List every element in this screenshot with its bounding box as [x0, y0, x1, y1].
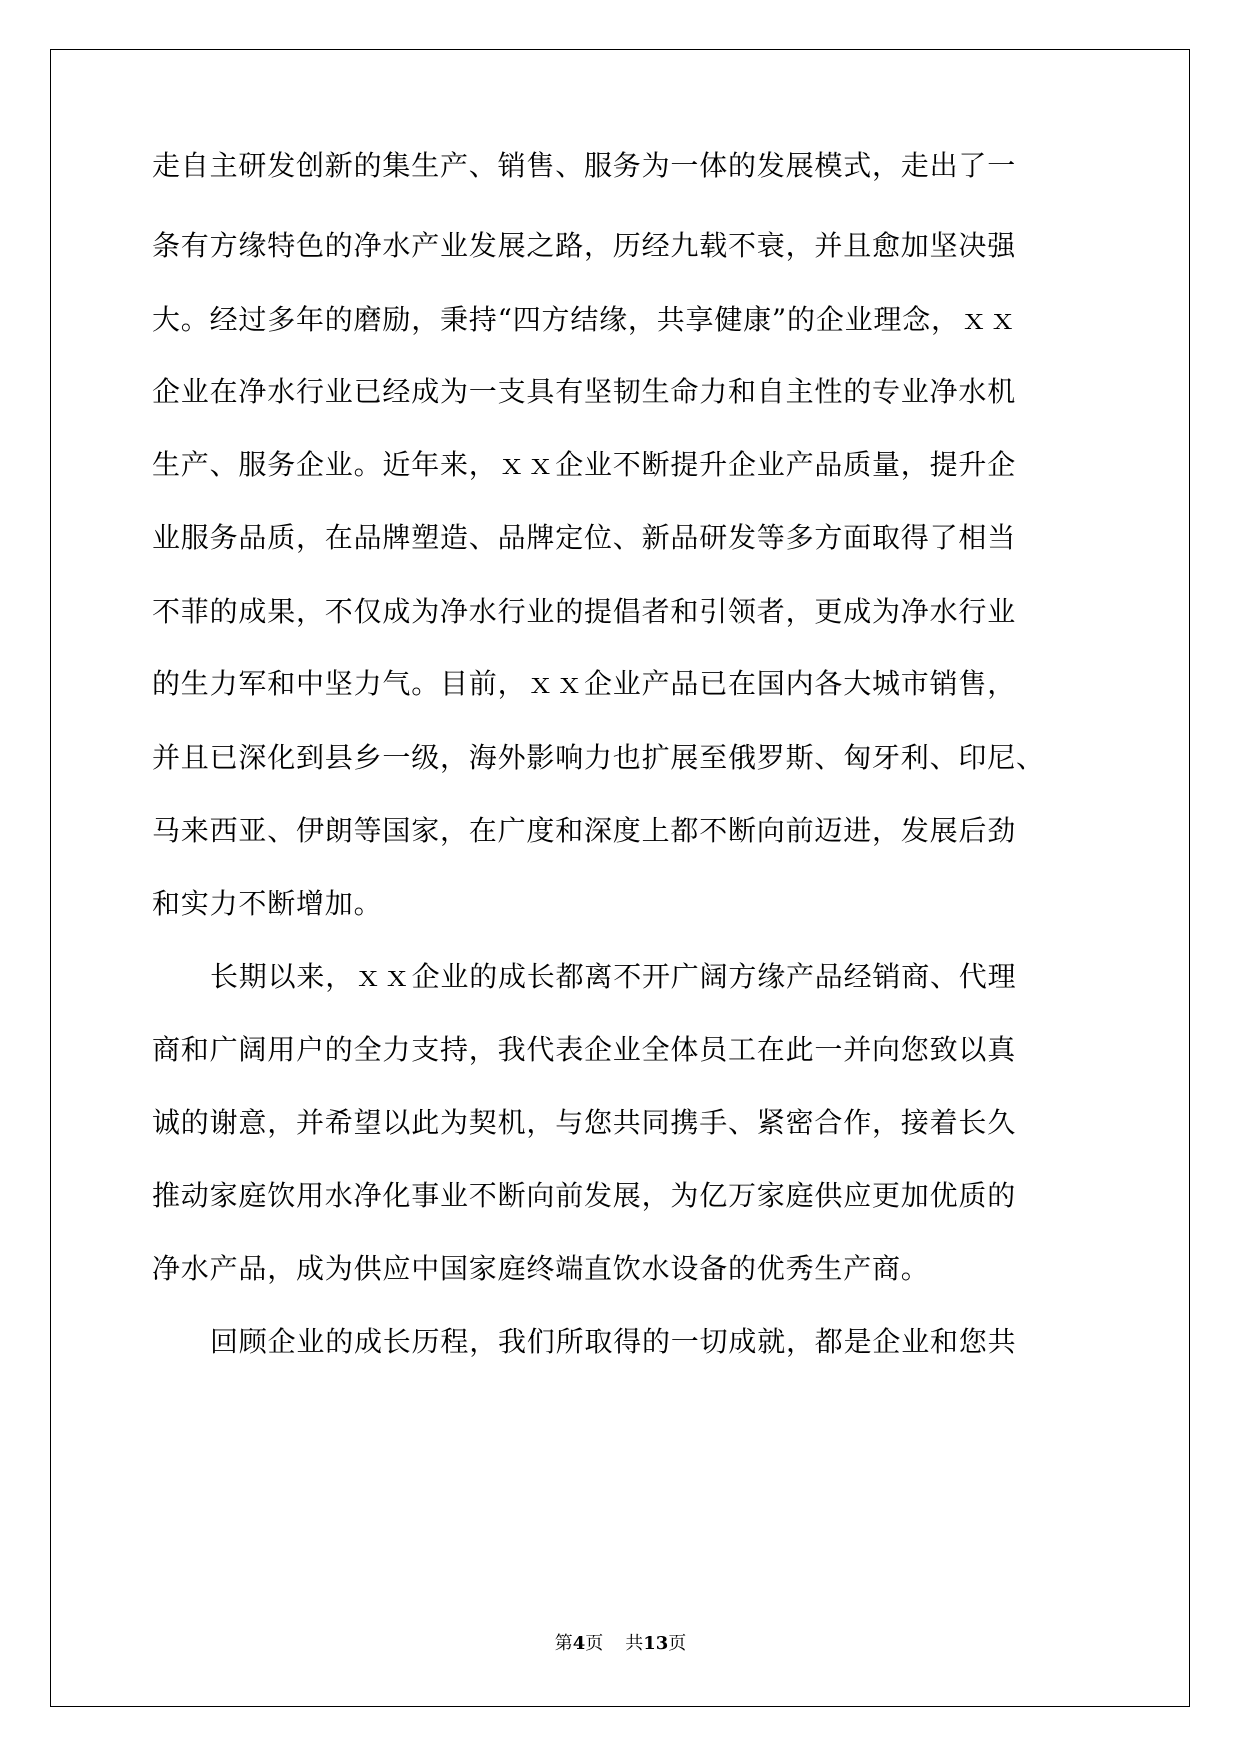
- body-text-line: 马来西亚、伊朗等国家，在广度和深度上都不断向前迈进，发展后劲: [152, 814, 1017, 847]
- body-text-line: 和实力不断增加。: [152, 887, 383, 920]
- total-pages: 13: [643, 1633, 669, 1654]
- body-text-line: 长期以来，ｘｘ企业的成长都离不开广阔方缘产品经销商、代理: [210, 960, 1017, 993]
- body-text-line: 企业在净水行业已经成为一支具有坚韧生命力和自主性的专业净水机: [152, 375, 1017, 408]
- body-text-line: 回顾企业的成长历程，我们所取得的一切成就，都是企业和您共: [210, 1325, 1017, 1358]
- total-label-suffix: 页: [668, 1633, 687, 1654]
- body-text-line: 大。经过多年的磨励，秉持“四方结缘，共享健康”的企业理念，ｘｘ: [152, 303, 1018, 336]
- body-text-line: 推动家庭饮用水净化事业不断向前发展，为亿万家庭供应更加优质的: [152, 1179, 1017, 1212]
- body-text-line: 的生力军和中坚力气。目前，ｘｘ企业产品已在国内各大城市销售，: [152, 667, 1017, 700]
- body-text-line: 净水产品，成为供应中国家庭终端直饮水设备的优秀生产商。: [152, 1252, 930, 1285]
- body-text-line: 不菲的成果，不仅成为净水行业的提倡者和引领者，更成为净水行业: [152, 595, 1017, 628]
- total-label-prefix: 共: [625, 1633, 644, 1654]
- page-footer: [0, 1633, 1241, 1655]
- page-label-suffix: 页: [585, 1633, 604, 1654]
- page-border: [50, 49, 1190, 1707]
- body-text-line: 业服务品质，在品牌塑造、品牌定位、新品研发等多方面取得了相当: [152, 521, 1017, 554]
- page-label-prefix: 第: [554, 1633, 573, 1654]
- page-number: 4: [572, 1633, 586, 1654]
- body-text-line: 生产、服务企业。近年来，ｘｘ企业不断提升企业产品质量，提升企: [152, 448, 1017, 481]
- body-text-line: 诚的谢意，并希望以此为契机，与您共同携手、紧密合作，接着长久: [152, 1106, 1017, 1139]
- body-text-line: 条有方缘特色的净水产业发展之路，历经九载不衰，并且愈加坚决强: [152, 229, 1017, 262]
- body-text-line: 商和广阔用户的全力支持，我代表企业全体员工在此一并向您致以真: [152, 1033, 1017, 1066]
- body-text-line: 并且已深化到县乡一级，海外影响力也扩展至俄罗斯、匈牙利、印尼、: [152, 741, 1045, 774]
- body-text-line: 走自主研发创新的集生产、销售、服务为一体的发展模式，走出了一: [152, 149, 1017, 182]
